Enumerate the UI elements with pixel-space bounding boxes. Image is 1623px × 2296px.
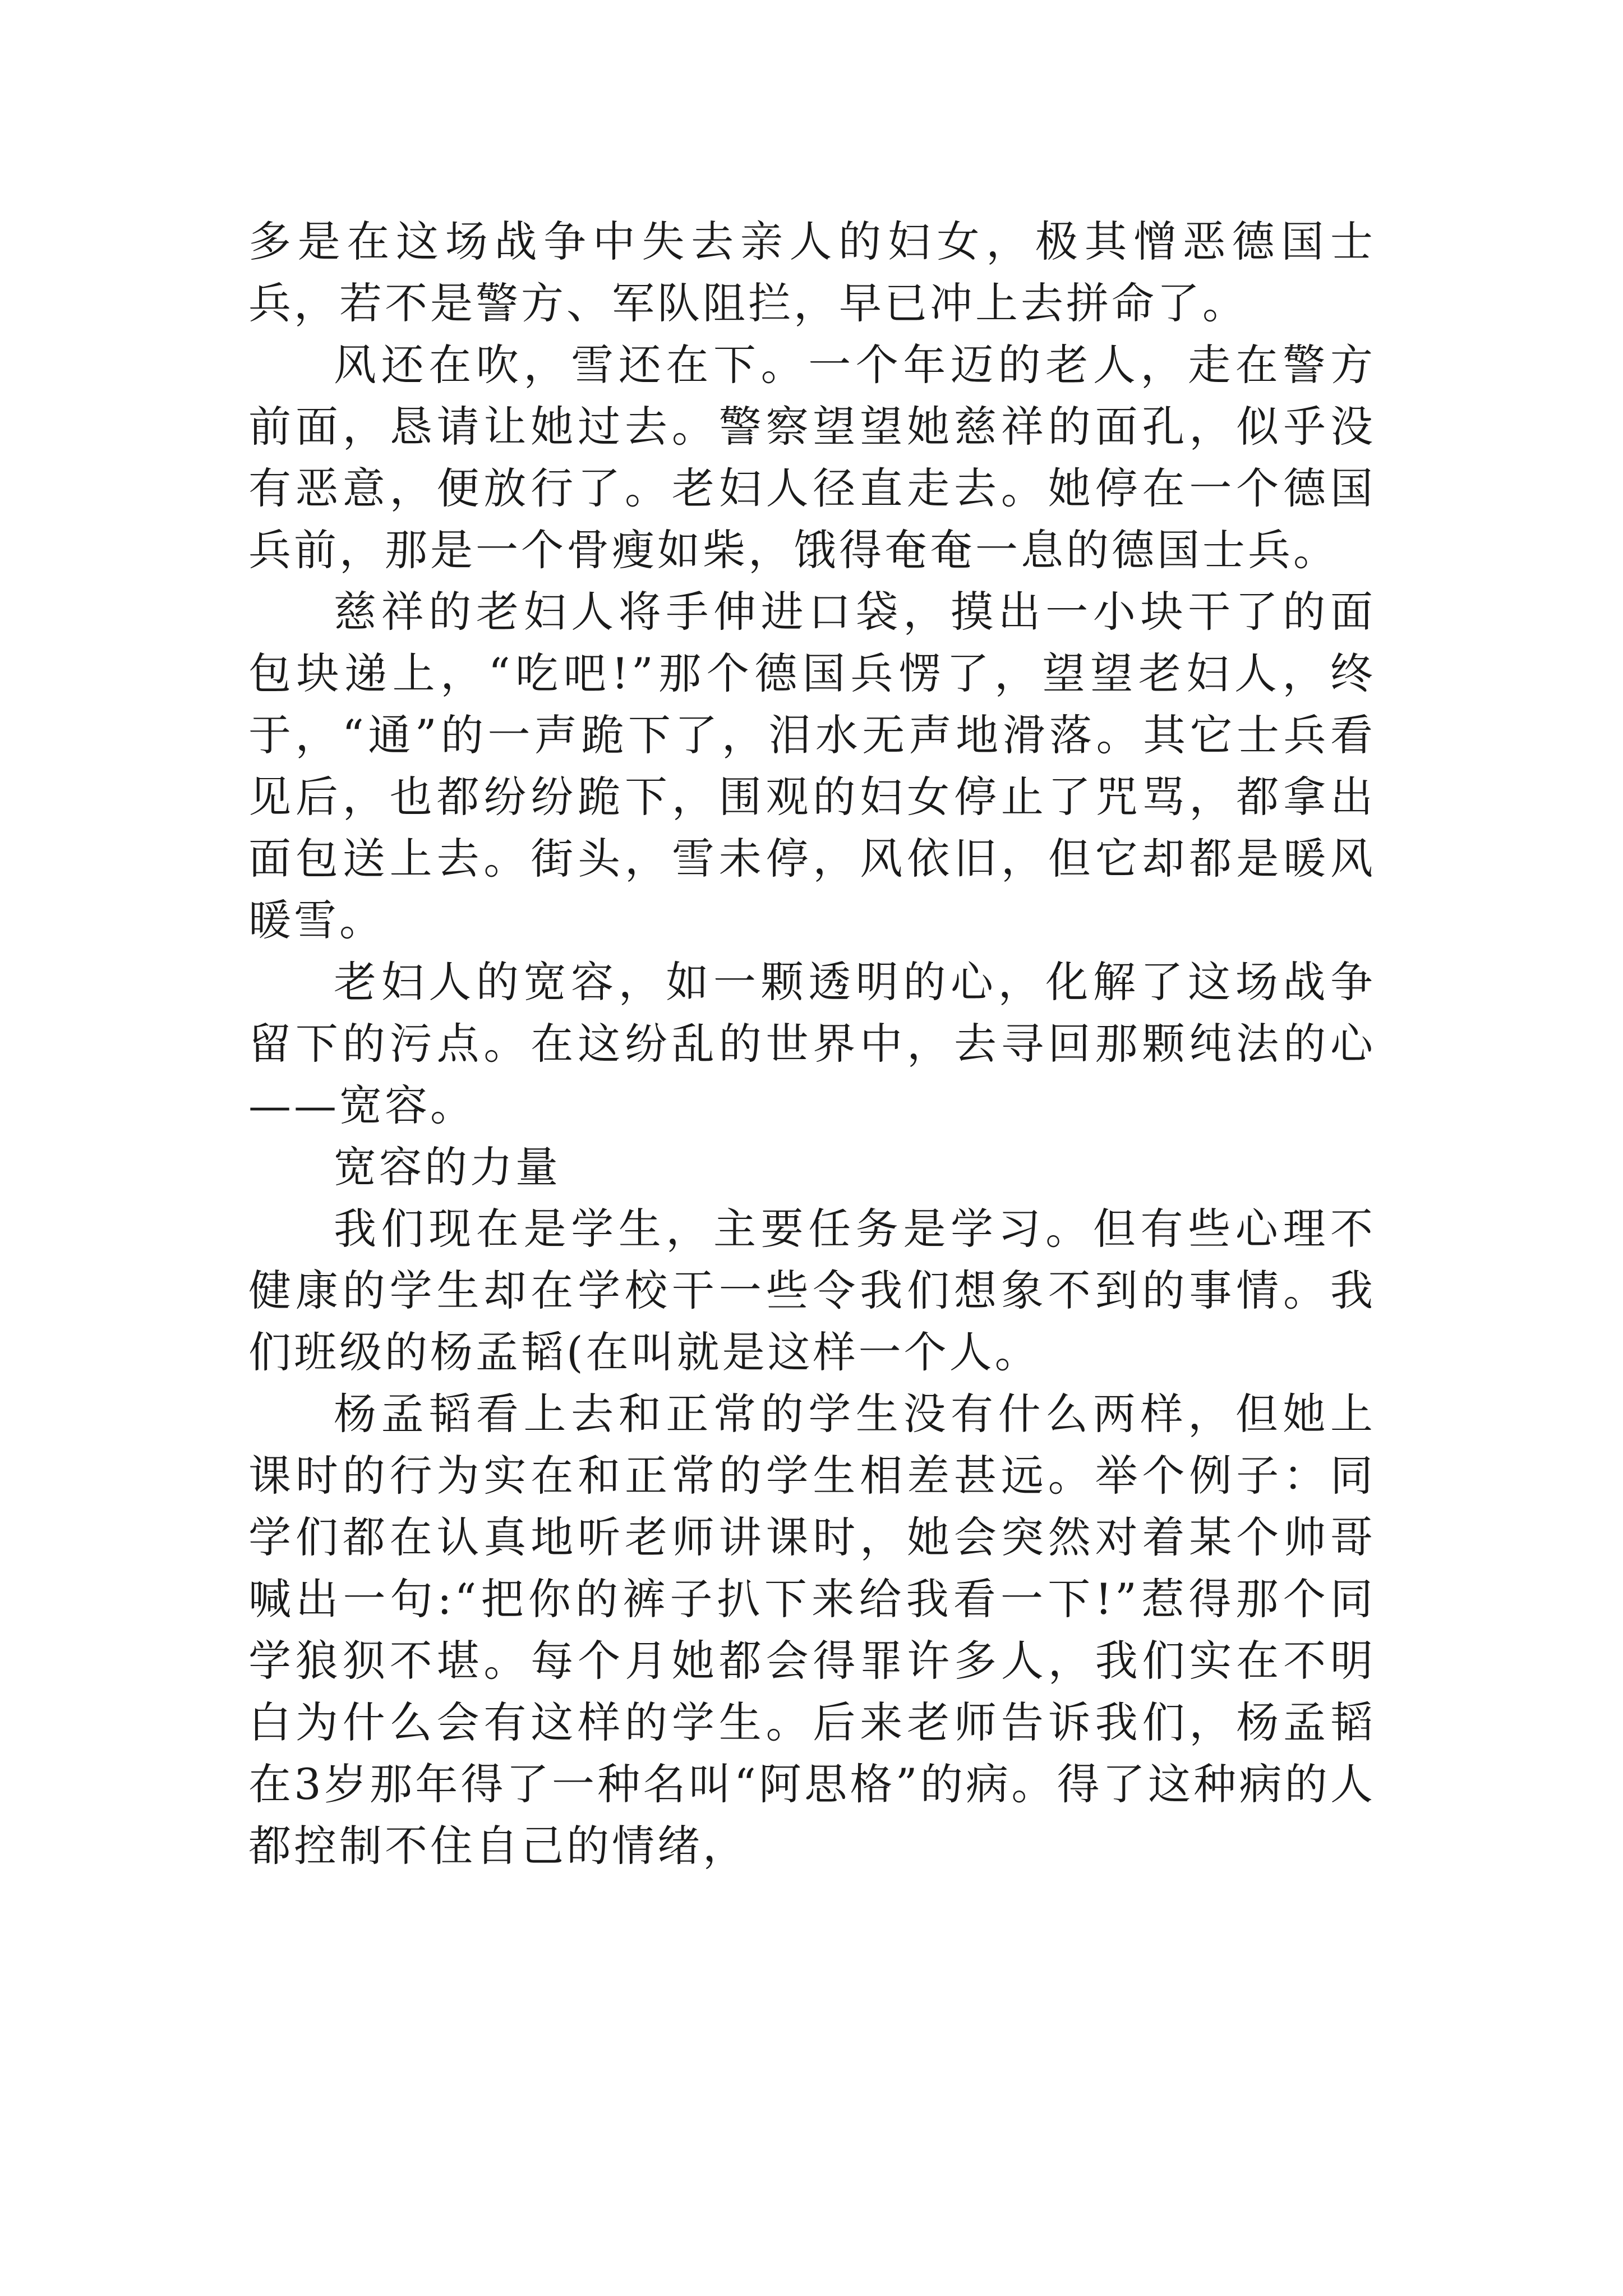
paragraph-5: 我们现在是学生，主要任务是学习。但有些心理不健康的学生却在学校干一些令我们想象不到的事情。我们班级的杨孟韬(在叫就是这样一个人。 xyxy=(248,1204,1376,1377)
section-title: 宽容的力量 xyxy=(334,1142,561,1192)
paragraph-4: 老妇人的宽容，如一颗透明的心，化解了这场战争留下的污点。在这纷乱的世界中，去寻回那颗纯法的心——宽容。 xyxy=(248,957,1376,1130)
paragraph-6: 杨孟韬看上去和正常的学生没有什么两样，但她上课时的行为实在和正常的学生相差甚远。举个例子：同学们都在认真地听老师讲课时，她会突然对着某个帅哥喊出一句:“把你的裤子扒下来给我看一下!”惹得那个同学狼狈不堪。每个月她都会得罪许多人，我们实在不明白为什么会有这样的学生。后来老师告诉我们，杨孟韬在3岁那年得了一种名叫“阿思格”的病。得了这种病的人都控制不住自己的情绪， xyxy=(248,1389,1376,1871)
paragraph-3: 慈祥的老妇人将手伸进口袋，摸出一小块干了的面包块递上，“吃吧!”那个德国兵愣了，望望老妇人，终于，“通”的一声跪下了，泪水无声地滑落。其它士兵看见后，也都纷纷跪下，围观的妇女停止了咒骂，都拿出面包送上去。街头，雪未停，风依旧，但它却都是暖风暖雪。 xyxy=(248,587,1376,945)
paragraph-2: 风还在吹，雪还在下。一个年迈的老人，走在警方前面，恳请让她过去。警察望望她慈祥的面孔，似乎没有恶意，便放行了。老妇人径直走去。她停在一个德国兵前，那是一个骨瘦如柴，饿得奄奄一息的德国士兵。 xyxy=(248,340,1376,575)
document-page xyxy=(248,211,1376,1877)
paragraph-1: 多是在这场战争中失去亲人的妇女，极其憎恶德国士兵，若不是警方、军队阻拦，早已冲上去拼命了。 xyxy=(248,217,1376,328)
